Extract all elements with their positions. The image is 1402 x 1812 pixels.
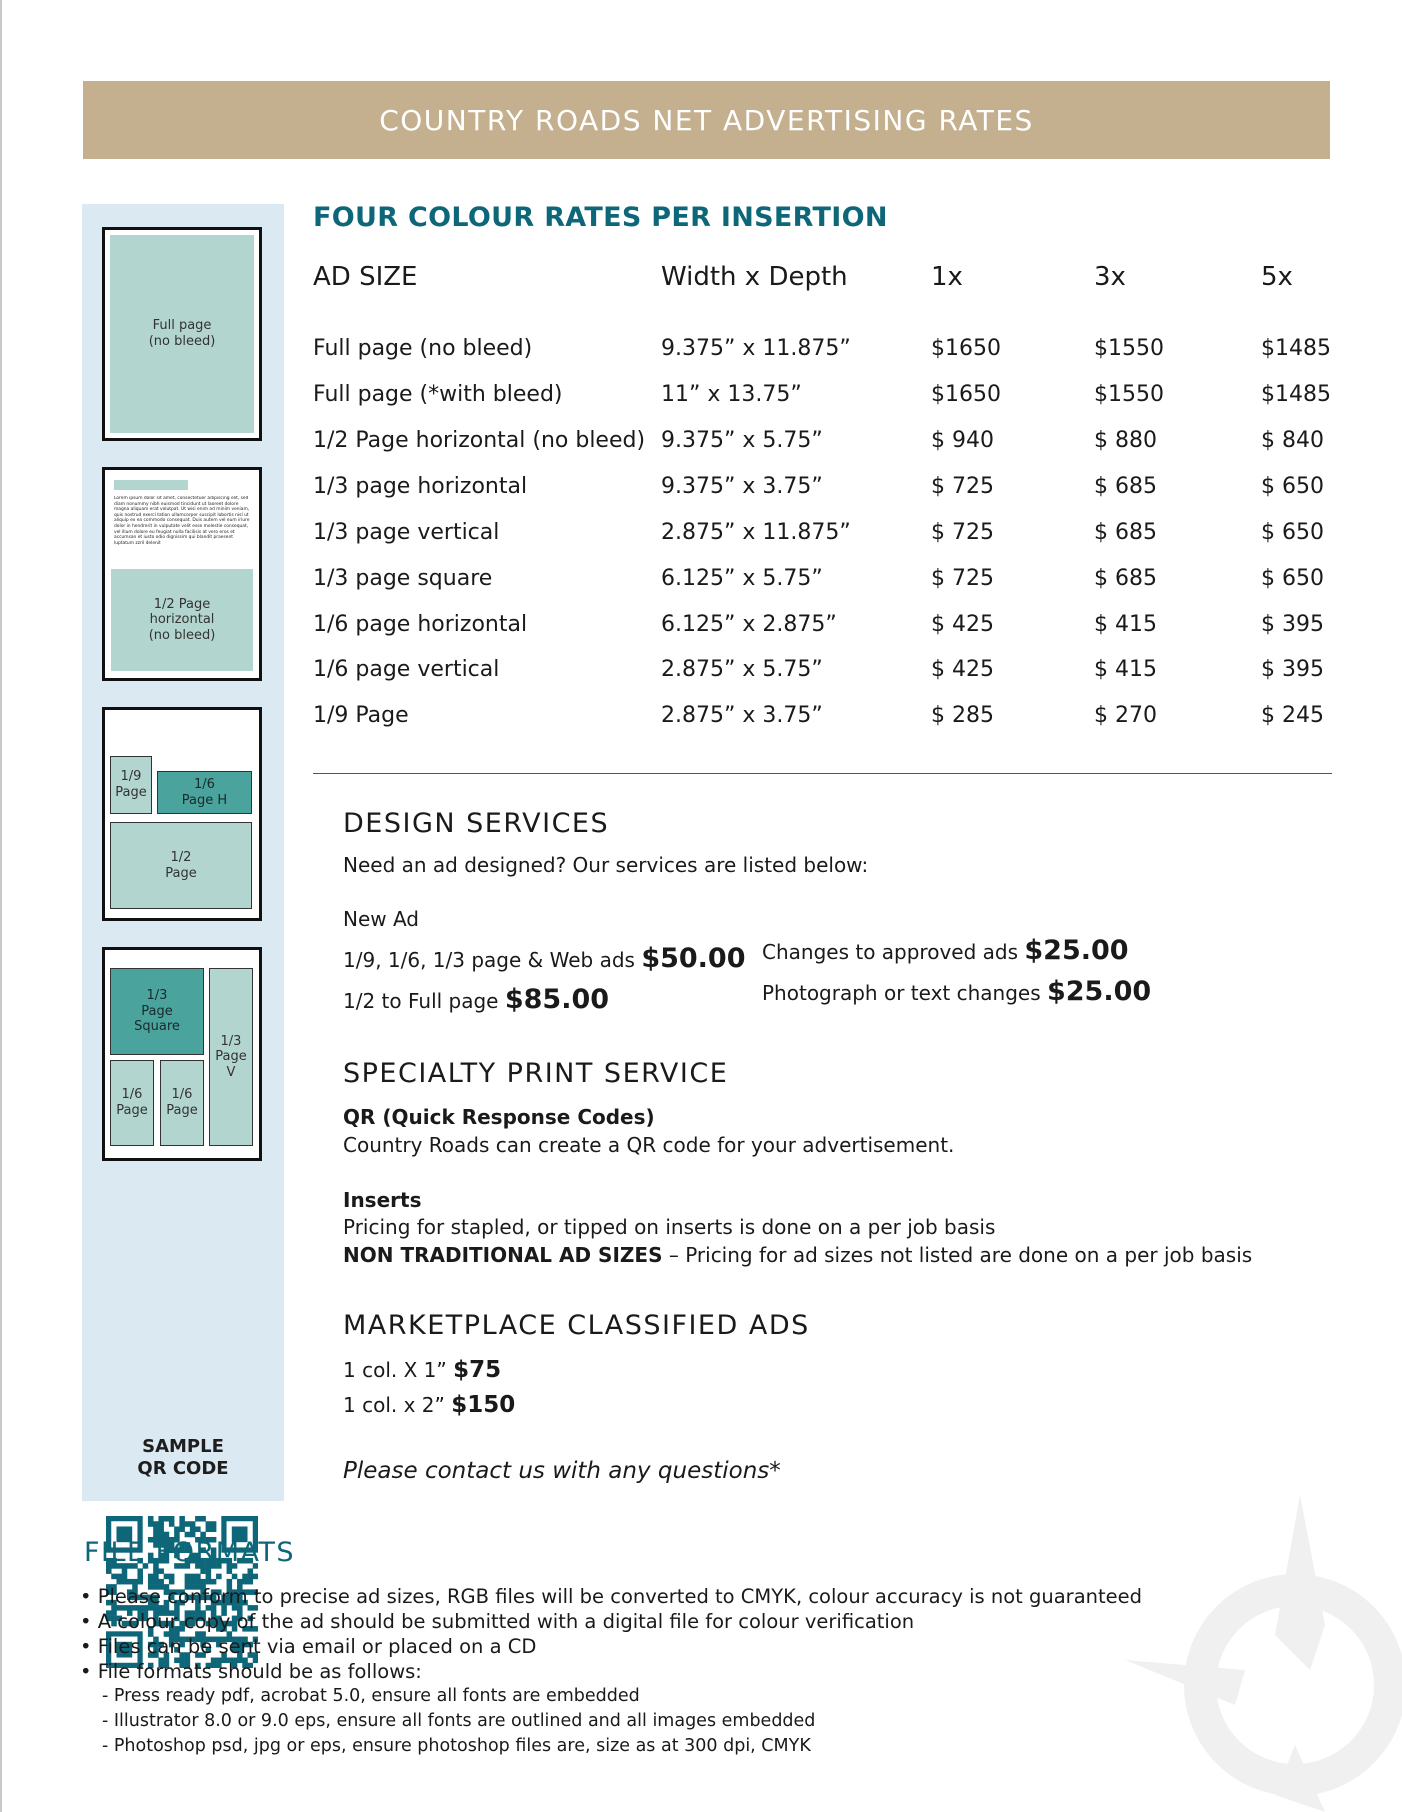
page-banner (83, 81, 1330, 159)
ad-size-cell: Full page (no bleed) (313, 336, 533, 361)
dimensions-cell: 2.875” x 11.875” (661, 520, 851, 545)
list-sub-item: - Press ready pdf, acrobat 5.0, ensure all fonts are embedded (102, 1686, 640, 1706)
ad-size-cell: 1/3 page square (313, 566, 493, 591)
table-row (0, 520, 1402, 566)
dimensions-cell: 9.375” x 11.875” (661, 336, 851, 361)
classified-1-label: 1 col. X 1” (343, 1358, 447, 1382)
contact-note: Please contact us with any questions* (343, 1458, 781, 1484)
large-ad-price: $85.00 (504, 984, 610, 1015)
ninth-page-block: 1/9 Page (110, 756, 152, 814)
header-3x: 3x (1094, 262, 1126, 292)
page-edge-rule (0, 0, 2, 1812)
header-ad-size: AD SIZE (313, 262, 418, 292)
price-5x-cell: $ 395 (1261, 657, 1324, 682)
thumb-thirds-sixths (102, 947, 262, 1161)
ad-size-cell: 1/3 page horizontal (313, 474, 528, 499)
price-3x-cell: $ 415 (1094, 657, 1157, 682)
price-5x-cell: $ 245 (1261, 703, 1324, 728)
compass-watermark-icon (1125, 1495, 1402, 1812)
file-formats-title: FILE FORMATS (84, 1537, 296, 1568)
table-row (0, 703, 1402, 749)
file-formats-list (80, 1584, 1142, 1759)
lorem-text: Lorem ipsum dolor sit amet, consectetuer adipiscing elit, sed diam nonummy nibh euismod tincidunt ut laoreet dolore magna aliquam erat volutpat. Ut wisi enim ad minim veniam, quis nostrud exerci tation ullamcorper suscipit lobortis nisl ut aliquip ex ea commodo consequat. Duis autem vel eum iriure dolor in hendrerit in vulputate velit esse molestie consequat, vel illum dolore eu feugiat nulla facilisis at vero eros et accumsan et iusto odio dignissim qui blandit praesent luptatum zzril delenit (114, 496, 250, 546)
table-row (0, 612, 1402, 658)
qr-label: SAMPLE QR CODE (137, 1436, 229, 1479)
classified-2-price: $150 (451, 1392, 516, 1418)
price-3x-cell: $ 880 (1094, 428, 1157, 453)
ad-size-cell: 1/6 page vertical (313, 657, 500, 682)
third-page-square-block: 1/3 Page Square (110, 968, 204, 1055)
half-page-block: 1/2 Page horizontal (no bleed) (111, 569, 253, 671)
large-ad-label: 1/2 to Full page (343, 989, 499, 1013)
table-row (0, 566, 1402, 612)
dimensions-cell: 11” x 13.75” (661, 382, 802, 407)
full-page-block: Full page (no bleed) (110, 235, 254, 433)
price-5x-cell: $ 650 (1261, 566, 1324, 591)
nontrad-line (343, 1243, 1252, 1267)
large-ad-design-line (343, 984, 609, 1015)
small-ad-price: $50.00 (641, 943, 746, 974)
section-divider (313, 773, 1332, 774)
price-3x-cell: $ 685 (1094, 566, 1157, 591)
table-row (0, 474, 1402, 520)
changes-line (762, 935, 1129, 966)
third-page-vertical-block: 1/3 Page V (209, 968, 253, 1146)
header-5x: 5x (1261, 262, 1293, 292)
list-sub-item: - Illustrator 8.0 or 9.0 eps, ensure all fonts are outlined and all images embedded (102, 1711, 816, 1731)
price-5x-cell: $ 650 (1261, 520, 1324, 545)
photo-changes-line (762, 976, 1151, 1007)
sixth-page-h-block: 1/6 Page H (157, 771, 252, 814)
changes-price: $25.00 (1024, 935, 1129, 966)
price-1x-cell: $1650 (931, 336, 1001, 361)
nontrad-text: – Pricing for ad sizes not listed are done on a per job basis (668, 1243, 1253, 1267)
qr-heading: QR (Quick Response Codes) (343, 1105, 655, 1129)
list-item: • File formats should be as follows: (80, 1660, 422, 1683)
small-ad-design-line (343, 943, 746, 974)
header-1x: 1x (931, 262, 963, 292)
table-row (0, 428, 1402, 474)
price-1x-cell: $ 940 (931, 428, 994, 453)
classified-title: MARKETPLACE CLASSIFIED ADS (343, 1310, 810, 1341)
dimensions-cell: 6.125” x 2.875” (661, 612, 837, 637)
half-page-small-block: 1/2 Page (110, 822, 252, 909)
inserts-text: Pricing for stapled, or tipped on inserts is done on a per job basis (343, 1215, 996, 1239)
table-row (0, 382, 1402, 428)
ad-size-cell: 1/9 Page (313, 703, 409, 728)
qr-text: Country Roads can create a QR code for your advertisement. (343, 1133, 955, 1157)
list-item: • A colour copy of the ad should be submitted with a digital file for colour verification (80, 1610, 915, 1633)
classified-2-label: 1 col. x 2” (343, 1393, 445, 1417)
ad-size-cell: 1/2 Page horizontal (no bleed) (313, 428, 646, 453)
price-5x-cell: $ 650 (1261, 474, 1324, 499)
rates-title: FOUR COLOUR RATES PER INSERTION (313, 202, 888, 233)
new-ad-label: New Ad (343, 907, 420, 931)
price-5x-cell: $ 395 (1261, 612, 1324, 637)
classified-line-1 (343, 1357, 501, 1383)
dimensions-cell: 6.125” x 5.75” (661, 566, 823, 591)
price-3x-cell: $ 685 (1094, 520, 1157, 545)
list-item: • Files can be sent via email or placed on a CD (80, 1635, 537, 1658)
design-services-title: DESIGN SERVICES (343, 808, 610, 839)
dimensions-cell: 2.875” x 3.75” (661, 703, 823, 728)
price-1x-cell: $ 725 (931, 474, 994, 499)
price-1x-cell: $ 725 (931, 566, 994, 591)
price-5x-cell: $1485 (1261, 336, 1331, 361)
banner-title: COUNTRY ROADS NET ADVERTISING RATES (379, 103, 1034, 137)
price-1x-cell: $1650 (931, 382, 1001, 407)
price-1x-cell: $ 285 (931, 703, 994, 728)
nontrad-heading: NON TRADITIONAL AD SIZES (343, 1243, 663, 1267)
changes-label: Changes to approved ads (762, 940, 1019, 964)
price-1x-cell: $ 425 (931, 612, 994, 637)
price-3x-cell: $1550 (1094, 382, 1164, 407)
price-3x-cell: $ 270 (1094, 703, 1157, 728)
price-3x-cell: $ 415 (1094, 612, 1157, 637)
dimensions-cell: 9.375” x 5.75” (661, 428, 823, 453)
list-sub-item: - Photoshop psd, jpg or eps, ensure photoshop files are, size as at 300 dpi, CMYK (102, 1736, 811, 1756)
sixth-page-block-b: 1/6 Page (160, 1060, 204, 1146)
table-row (0, 657, 1402, 703)
price-1x-cell: $ 725 (931, 520, 994, 545)
small-ad-label: 1/9, 1/6, 1/3 page & Web ads (343, 948, 635, 972)
price-3x-cell: $ 685 (1094, 474, 1157, 499)
ad-size-cell: Full page (*with bleed) (313, 382, 563, 407)
ad-size-cell: 1/3 page vertical (313, 520, 500, 545)
price-3x-cell: $1550 (1094, 336, 1164, 361)
specialty-title: SPECIALTY PRINT SERVICE (343, 1058, 729, 1089)
photo-changes-label: Photograph or text changes (762, 981, 1041, 1005)
price-5x-cell: $1485 (1261, 382, 1331, 407)
header-dimensions: Width x Depth (661, 262, 848, 292)
classified-line-2 (343, 1392, 515, 1418)
dimensions-cell: 2.875” x 5.75” (661, 657, 823, 682)
dimensions-cell: 9.375” x 3.75” (661, 474, 823, 499)
ad-size-cell: 1/6 page horizontal (313, 612, 528, 637)
photo-changes-price: $25.00 (1046, 976, 1152, 1007)
price-1x-cell: $ 425 (931, 657, 994, 682)
list-item: • Please conform to precise ad sizes, RGB files will be converted to CMYK, colour accuracy is not guaranteed (80, 1585, 1143, 1608)
design-intro: Need an ad designed? Our services are listed below: (343, 853, 869, 877)
sixth-page-block-a: 1/6 Page (110, 1060, 154, 1146)
classified-1-price: $75 (453, 1357, 502, 1383)
price-5x-cell: $ 840 (1261, 428, 1324, 453)
table-row (0, 336, 1402, 382)
inserts-heading: Inserts (343, 1188, 422, 1212)
